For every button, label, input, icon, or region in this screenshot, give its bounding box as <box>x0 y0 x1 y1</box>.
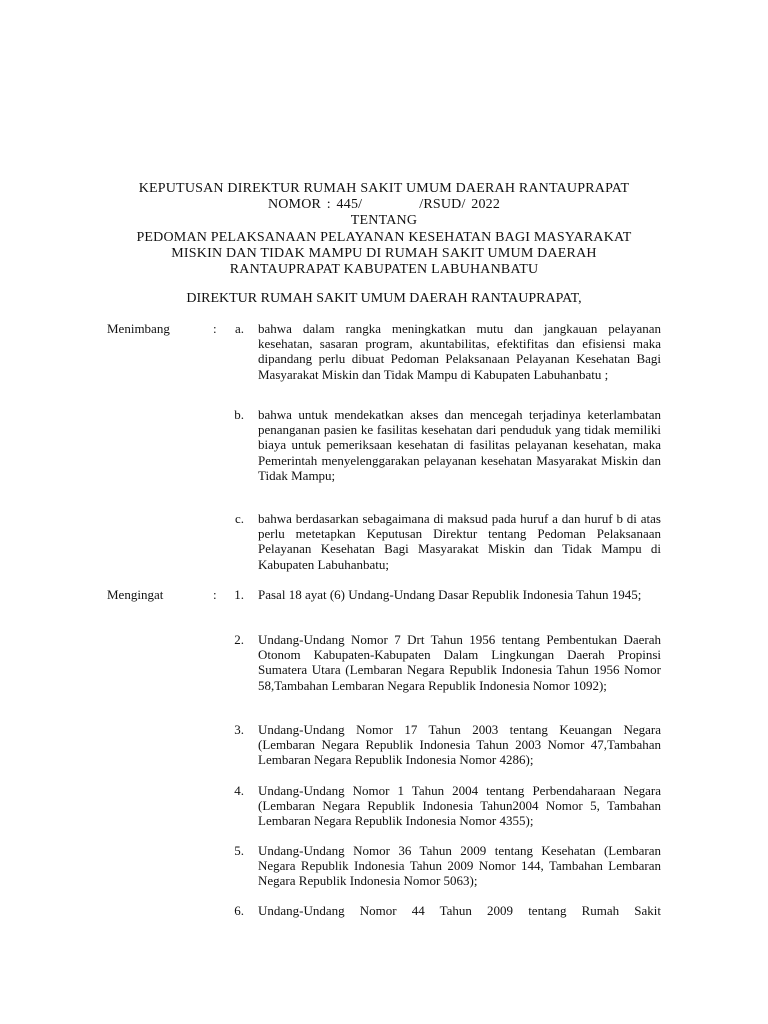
mengingat-marker-5: 5. <box>234 843 244 858</box>
mengingat-marker-4: 4. <box>234 783 244 798</box>
decree-number: NOMOR : 445/ /RSUD/ 2022 <box>267 197 501 213</box>
mengingat-marker-2: 2. <box>234 632 244 647</box>
mengingat-item-5: Undang-Undang Nomor 36 Tahun 2009 tentang Kesehatan (Lembaran Negara Republik Indonesia Tahun 2009 Nomor 144, Tambahan Lembaran Negara Republik Indonesia Nomor 5063); <box>258 843 661 889</box>
mengingat-colon: : <box>213 587 217 602</box>
mengingat-marker-3: 3. <box>234 722 244 737</box>
mengingat-item-1: Pasal 18 ayat (6) Undang-Undang Dasar Republik Indonesia Tahun 1945; <box>258 587 642 602</box>
subject-line-1: PEDOMAN PELAKSANAAN PELAYANAN KESEHATAN BAGI MASYARAKAT <box>136 229 632 245</box>
mengingat-item-3: Undang-Undang Nomor 17 Tahun 2003 tentang Keuangan Negara (Lembaran Negara Republik Indonesia Tahun 2003 Nomor 47,Tambahan Lembaran Negara Republik Indonesia Nomor 4286); <box>258 722 661 768</box>
mengingat-item-4: Undang-Undang Nomor 1 Tahun 2004 tentang Perbendaharaan Negara (Lembaran Negara Republik Indonesia Tahun2004 Nomor 5, Tambahan Lembaran Negara Republik Indonesia Nomor 4355); <box>258 783 661 829</box>
menimbang-item-c: bahwa berdasarkan sebagaimana di maksud pada huruf a dan huruf b di atas perlu metetapkan Keputusan Direktur tentang Pedoman Pelaksanaan Pelayanan Kesehatan Bagi Masyarakat Miskin dan Tidak Mampu di Kabupaten Labuhanbatu; <box>258 511 661 572</box>
menimbang-label: Menimbang <box>107 321 170 336</box>
decree-title: KEPUTUSAN DIREKTUR RUMAH SAKIT UMUM DAERAH RANTAUPRAPAT <box>138 181 630 196</box>
decree-header <box>80 181 688 278</box>
mengingat-label: Mengingat <box>107 587 164 602</box>
menimbang-marker-b: b. <box>234 407 244 422</box>
tentang-label: TENTANG <box>350 213 418 229</box>
director-heading: DIREKTUR RUMAH SAKIT UMUM DAERAH RANTAUPRAPAT, <box>186 291 582 306</box>
mengingat-item-2: Undang-Undang Nomor 7 Drt Tahun 1956 tentang Pembentukan Daerah Otonom Kabupaten-Kabupaten Dalam Lingkungan Daerah Propinsi Sumatera Utara (Lembaran Negara Republik Indonesia Tahun 1956 Nomor 58,Tambahan Lembaran Negara Republik Indonesia Nomor 1092); <box>258 632 661 693</box>
menimbang-colon: : <box>213 321 217 336</box>
menimbang-item-b: bahwa untuk mendekatkan akses dan mencegah terjadinya keterlambatan penanganan pasien ke fasilitas kesehatan dari penduduk yang tidak memiliki biaya untuk pemeriksaan kesehatan di fasilitas pelayanan kesehatan, maka Pemerintah menyelenggarakan pelayanan kesehatan Masyarakat Miskin dan Tidak Mampu; <box>258 407 661 483</box>
menimbang-marker-c: c. <box>234 511 244 526</box>
menimbang-marker-a: a. <box>234 321 244 336</box>
subject-line-2: MISKIN DAN TIDAK MAMPU DI RUMAH SAKIT UMUM DAERAH <box>171 245 597 261</box>
mengingat-item-6: Undang-Undang Nomor 44 Tahun 2009 tentang Rumah Sakit <box>258 903 661 918</box>
mengingat-marker-6: 6. <box>234 903 244 918</box>
menimbang-item-a: bahwa dalam rangka meningkatkan mutu dan jangkauan pelayanan kesehatan, sasaran program, akuntabilitas, efektifitas dan efisiensi maka dipandang perlu dibuat Pedoman Pelaksanaan Pelayanan Kesehatan Bagi Masyarakat Miskin dan Tidak Mampu di Kabupaten Labuhanbatu ; <box>258 321 661 382</box>
mengingat-marker-1: 1. <box>234 587 244 602</box>
subject-line-3: RANTAUPRAPAT KABUPATEN LABUHANBATU <box>229 262 539 278</box>
